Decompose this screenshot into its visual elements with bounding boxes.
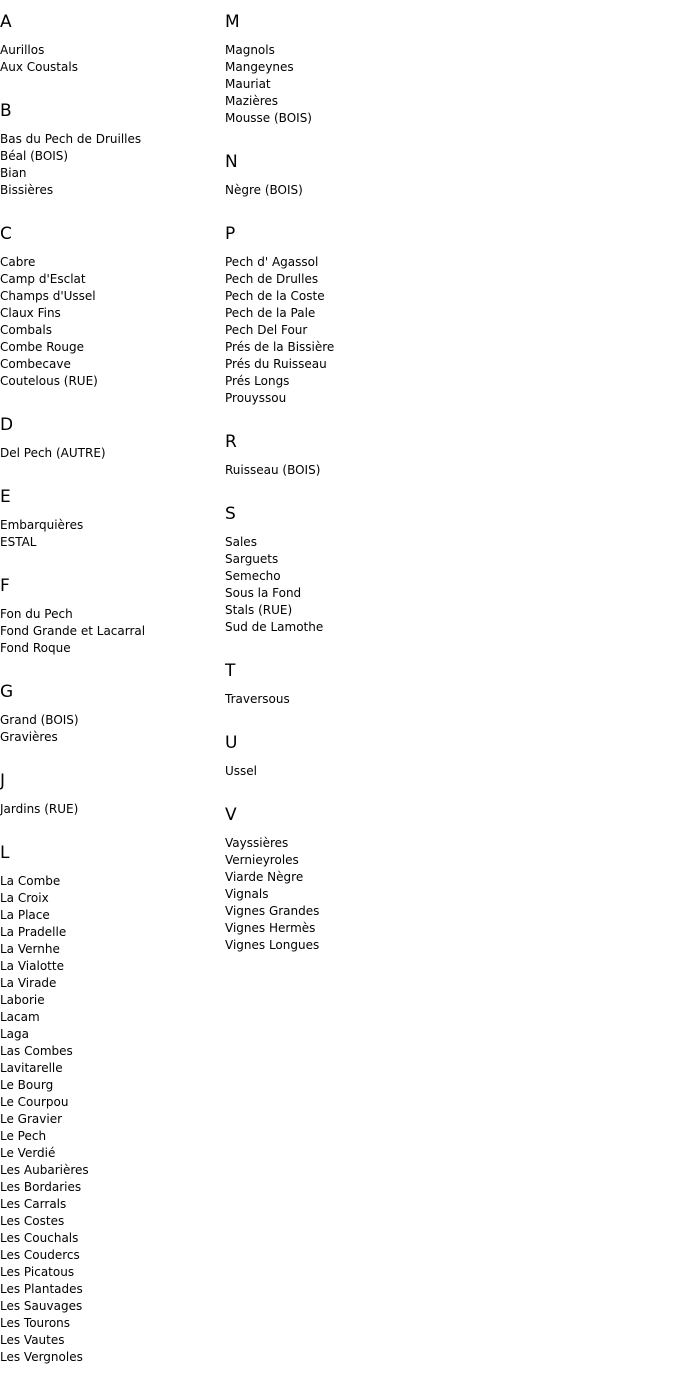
place-link[interactable]: Sud de Lamothe	[225, 620, 324, 634]
place-link[interactable]: Prés de la Bissière	[225, 340, 335, 354]
place-link[interactable]: Vayssières	[225, 836, 289, 850]
place-link[interactable]: Vignals	[225, 887, 269, 901]
letter-section-m	[225, 12, 665, 127]
letter-section-r	[225, 432, 665, 479]
place-link[interactable]: Bian	[0, 166, 27, 180]
letter-heading: C	[0, 224, 12, 244]
place-link[interactable]: Del Pech (AUTRE)	[0, 446, 106, 460]
letter-section-d	[0, 415, 220, 462]
place-link[interactable]: Fon du Pech	[0, 607, 73, 621]
letter-section-v	[225, 805, 665, 954]
place-link[interactable]: Les Carrals	[0, 1197, 67, 1211]
place-link[interactable]: Cabre	[0, 255, 36, 269]
letter-heading: F	[0, 576, 10, 596]
place-link[interactable]: Fond Grande et Lacarral	[0, 624, 146, 638]
place-link[interactable]: Le Gravier	[0, 1112, 63, 1126]
place-link[interactable]: Les Aubarières	[0, 1163, 89, 1177]
letter-heading: D	[0, 415, 14, 435]
place-link[interactable]: Camp d'Esclat	[0, 272, 86, 286]
place-link[interactable]: Vignes Grandes	[225, 904, 320, 918]
place-link[interactable]: Ussel	[225, 764, 258, 778]
place-link[interactable]: Bissières	[0, 183, 54, 197]
place-link[interactable]: Laga	[0, 1027, 30, 1041]
place-link[interactable]: Lavitarelle	[0, 1061, 63, 1075]
place-link[interactable]: Vignes Longues	[225, 938, 320, 952]
place-list	[0, 517, 220, 551]
letter-heading: A	[0, 12, 12, 32]
left-column	[0, 0, 220, 1391]
letter-heading: G	[0, 682, 14, 702]
place-link[interactable]: Les Bordaries	[0, 1180, 82, 1194]
place-link[interactable]: Jardins (RUE)	[0, 802, 79, 816]
letter-section-s	[225, 504, 665, 636]
place-link[interactable]: Pech Del Four	[225, 323, 308, 337]
place-link[interactable]: Traversous	[225, 692, 290, 706]
letter-section-j	[0, 771, 220, 818]
place-link[interactable]: Bas du Pech de Druilles	[0, 132, 142, 146]
place-link[interactable]: Combe Rouge	[0, 340, 84, 354]
place-link[interactable]: Aurillos	[0, 43, 45, 57]
place-link[interactable]: Sarguets	[225, 552, 279, 566]
place-link[interactable]: Pech de la Pale	[225, 306, 316, 320]
place-link[interactable]: Pech d' Agassol	[225, 255, 319, 269]
letter-section-p	[225, 224, 665, 407]
place-link[interactable]: La Pradelle	[0, 925, 67, 939]
place-list	[0, 801, 220, 818]
place-link[interactable]: ESTAL	[0, 535, 37, 549]
place-link[interactable]: Coutelous (RUE)	[0, 374, 98, 388]
place-link[interactable]: Les Vergnoles	[0, 1350, 83, 1364]
place-list	[225, 691, 665, 708]
place-link[interactable]: Laborie	[0, 993, 45, 1007]
place-link[interactable]: Stals (RUE)	[225, 603, 293, 617]
place-link[interactable]: Lacam	[0, 1010, 40, 1024]
place-link[interactable]: Vignes Hermès	[225, 921, 316, 935]
place-link[interactable]: Combecave	[0, 357, 71, 371]
place-link[interactable]: Les Coudercs	[0, 1248, 80, 1262]
place-link[interactable]: Nègre (BOIS)	[225, 183, 303, 197]
right-column	[225, 0, 665, 979]
place-link[interactable]: Les Tourons	[0, 1316, 71, 1330]
place-link[interactable]: Le Courpou	[0, 1095, 69, 1109]
place-link[interactable]: La Virade	[0, 976, 57, 990]
place-link[interactable]: Les Costes	[0, 1214, 65, 1228]
letter-section-b	[0, 101, 220, 199]
place-link[interactable]: Magnols	[225, 43, 275, 57]
letter-heading: B	[0, 101, 12, 121]
place-link[interactable]: Prés du Ruisseau	[225, 357, 327, 371]
place-link[interactable]: Champs d'Ussel	[0, 289, 96, 303]
place-link[interactable]: Vernieyroles	[225, 853, 299, 867]
place-link[interactable]: Las Combes	[0, 1044, 73, 1058]
place-link[interactable]: Fond Roque	[0, 641, 71, 655]
place-link[interactable]: Claux Fins	[0, 306, 61, 320]
letter-section-t	[225, 661, 665, 708]
place-link[interactable]: Ruisseau (BOIS)	[225, 463, 321, 477]
place-link[interactable]: Béal (BOIS)	[0, 149, 69, 163]
letter-section-a	[0, 12, 220, 76]
place-link[interactable]: La Place	[0, 908, 50, 922]
place-link[interactable]: La Vernhe	[0, 942, 60, 956]
place-link[interactable]: La Combe	[0, 874, 61, 888]
place-list	[225, 182, 665, 199]
place-link[interactable]: Prouyssou	[225, 391, 287, 405]
place-list	[0, 873, 220, 1366]
place-list	[225, 835, 665, 954]
place-link[interactable]: Mauriat	[225, 77, 271, 91]
letter-heading: J	[0, 771, 6, 791]
place-list	[225, 534, 665, 636]
place-link[interactable]: La Vialotte	[0, 959, 64, 973]
place-link[interactable]: Pech de Drulles	[225, 272, 319, 286]
place-link[interactable]: Les Couchals	[0, 1231, 79, 1245]
letter-section-c	[0, 224, 220, 390]
place-link[interactable]: Les Sauvages	[0, 1299, 83, 1313]
place-list	[225, 763, 665, 780]
letter-section-g	[0, 682, 220, 746]
place-link[interactable]: Combals	[0, 323, 52, 337]
letter-heading: T	[225, 661, 236, 681]
place-link[interactable]: Prés Longs	[225, 374, 290, 388]
place-link[interactable]: Mangeynes	[225, 60, 294, 74]
place-link[interactable]: Les Picatous	[0, 1265, 75, 1279]
letter-heading: S	[225, 504, 236, 524]
place-link[interactable]: Les Vautes	[0, 1333, 65, 1347]
place-link[interactable]: Les Plantades	[0, 1282, 83, 1296]
place-list	[225, 462, 665, 479]
letter-heading: U	[225, 733, 238, 753]
place-list	[0, 712, 220, 746]
place-link[interactable]: Semecho	[225, 569, 281, 583]
letter-heading: E	[0, 487, 11, 507]
place-link[interactable]: Le Bourg	[0, 1078, 54, 1092]
place-list	[225, 42, 665, 127]
place-link[interactable]: Gravières	[0, 730, 58, 744]
place-link[interactable]: Le Verdié	[0, 1146, 56, 1160]
place-link[interactable]: La Croix	[0, 891, 49, 905]
place-link[interactable]: Aux Coustals	[0, 60, 78, 74]
letter-section-e	[0, 487, 220, 551]
place-link[interactable]: Embarquières	[0, 518, 84, 532]
letter-section-f	[0, 576, 220, 657]
place-list	[0, 42, 220, 76]
place-list	[0, 445, 220, 462]
letter-section-n	[225, 152, 665, 199]
letter-section-l	[0, 843, 220, 1366]
place-link[interactable]: Mousse (BOIS)	[225, 111, 312, 125]
place-list	[0, 131, 220, 199]
letter-heading: L	[0, 843, 10, 863]
place-link[interactable]: Viarde Nègre	[225, 870, 304, 884]
letter-heading: N	[225, 152, 238, 172]
place-list	[0, 606, 220, 657]
letter-heading: R	[225, 432, 237, 452]
place-list	[225, 254, 665, 407]
letter-heading: V	[225, 805, 237, 825]
place-link[interactable]: Pech de la Coste	[225, 289, 325, 303]
letter-heading: M	[225, 12, 240, 32]
place-link[interactable]: Sous la Fond	[225, 586, 302, 600]
letter-section-u	[225, 733, 665, 780]
letter-heading: P	[225, 224, 236, 244]
place-link[interactable]: Sales	[225, 535, 257, 549]
place-list	[0, 254, 220, 390]
place-link[interactable]: Grand (BOIS)	[0, 713, 79, 727]
place-link[interactable]: Mazières	[225, 94, 279, 108]
place-link[interactable]: Le Pech	[0, 1129, 47, 1143]
